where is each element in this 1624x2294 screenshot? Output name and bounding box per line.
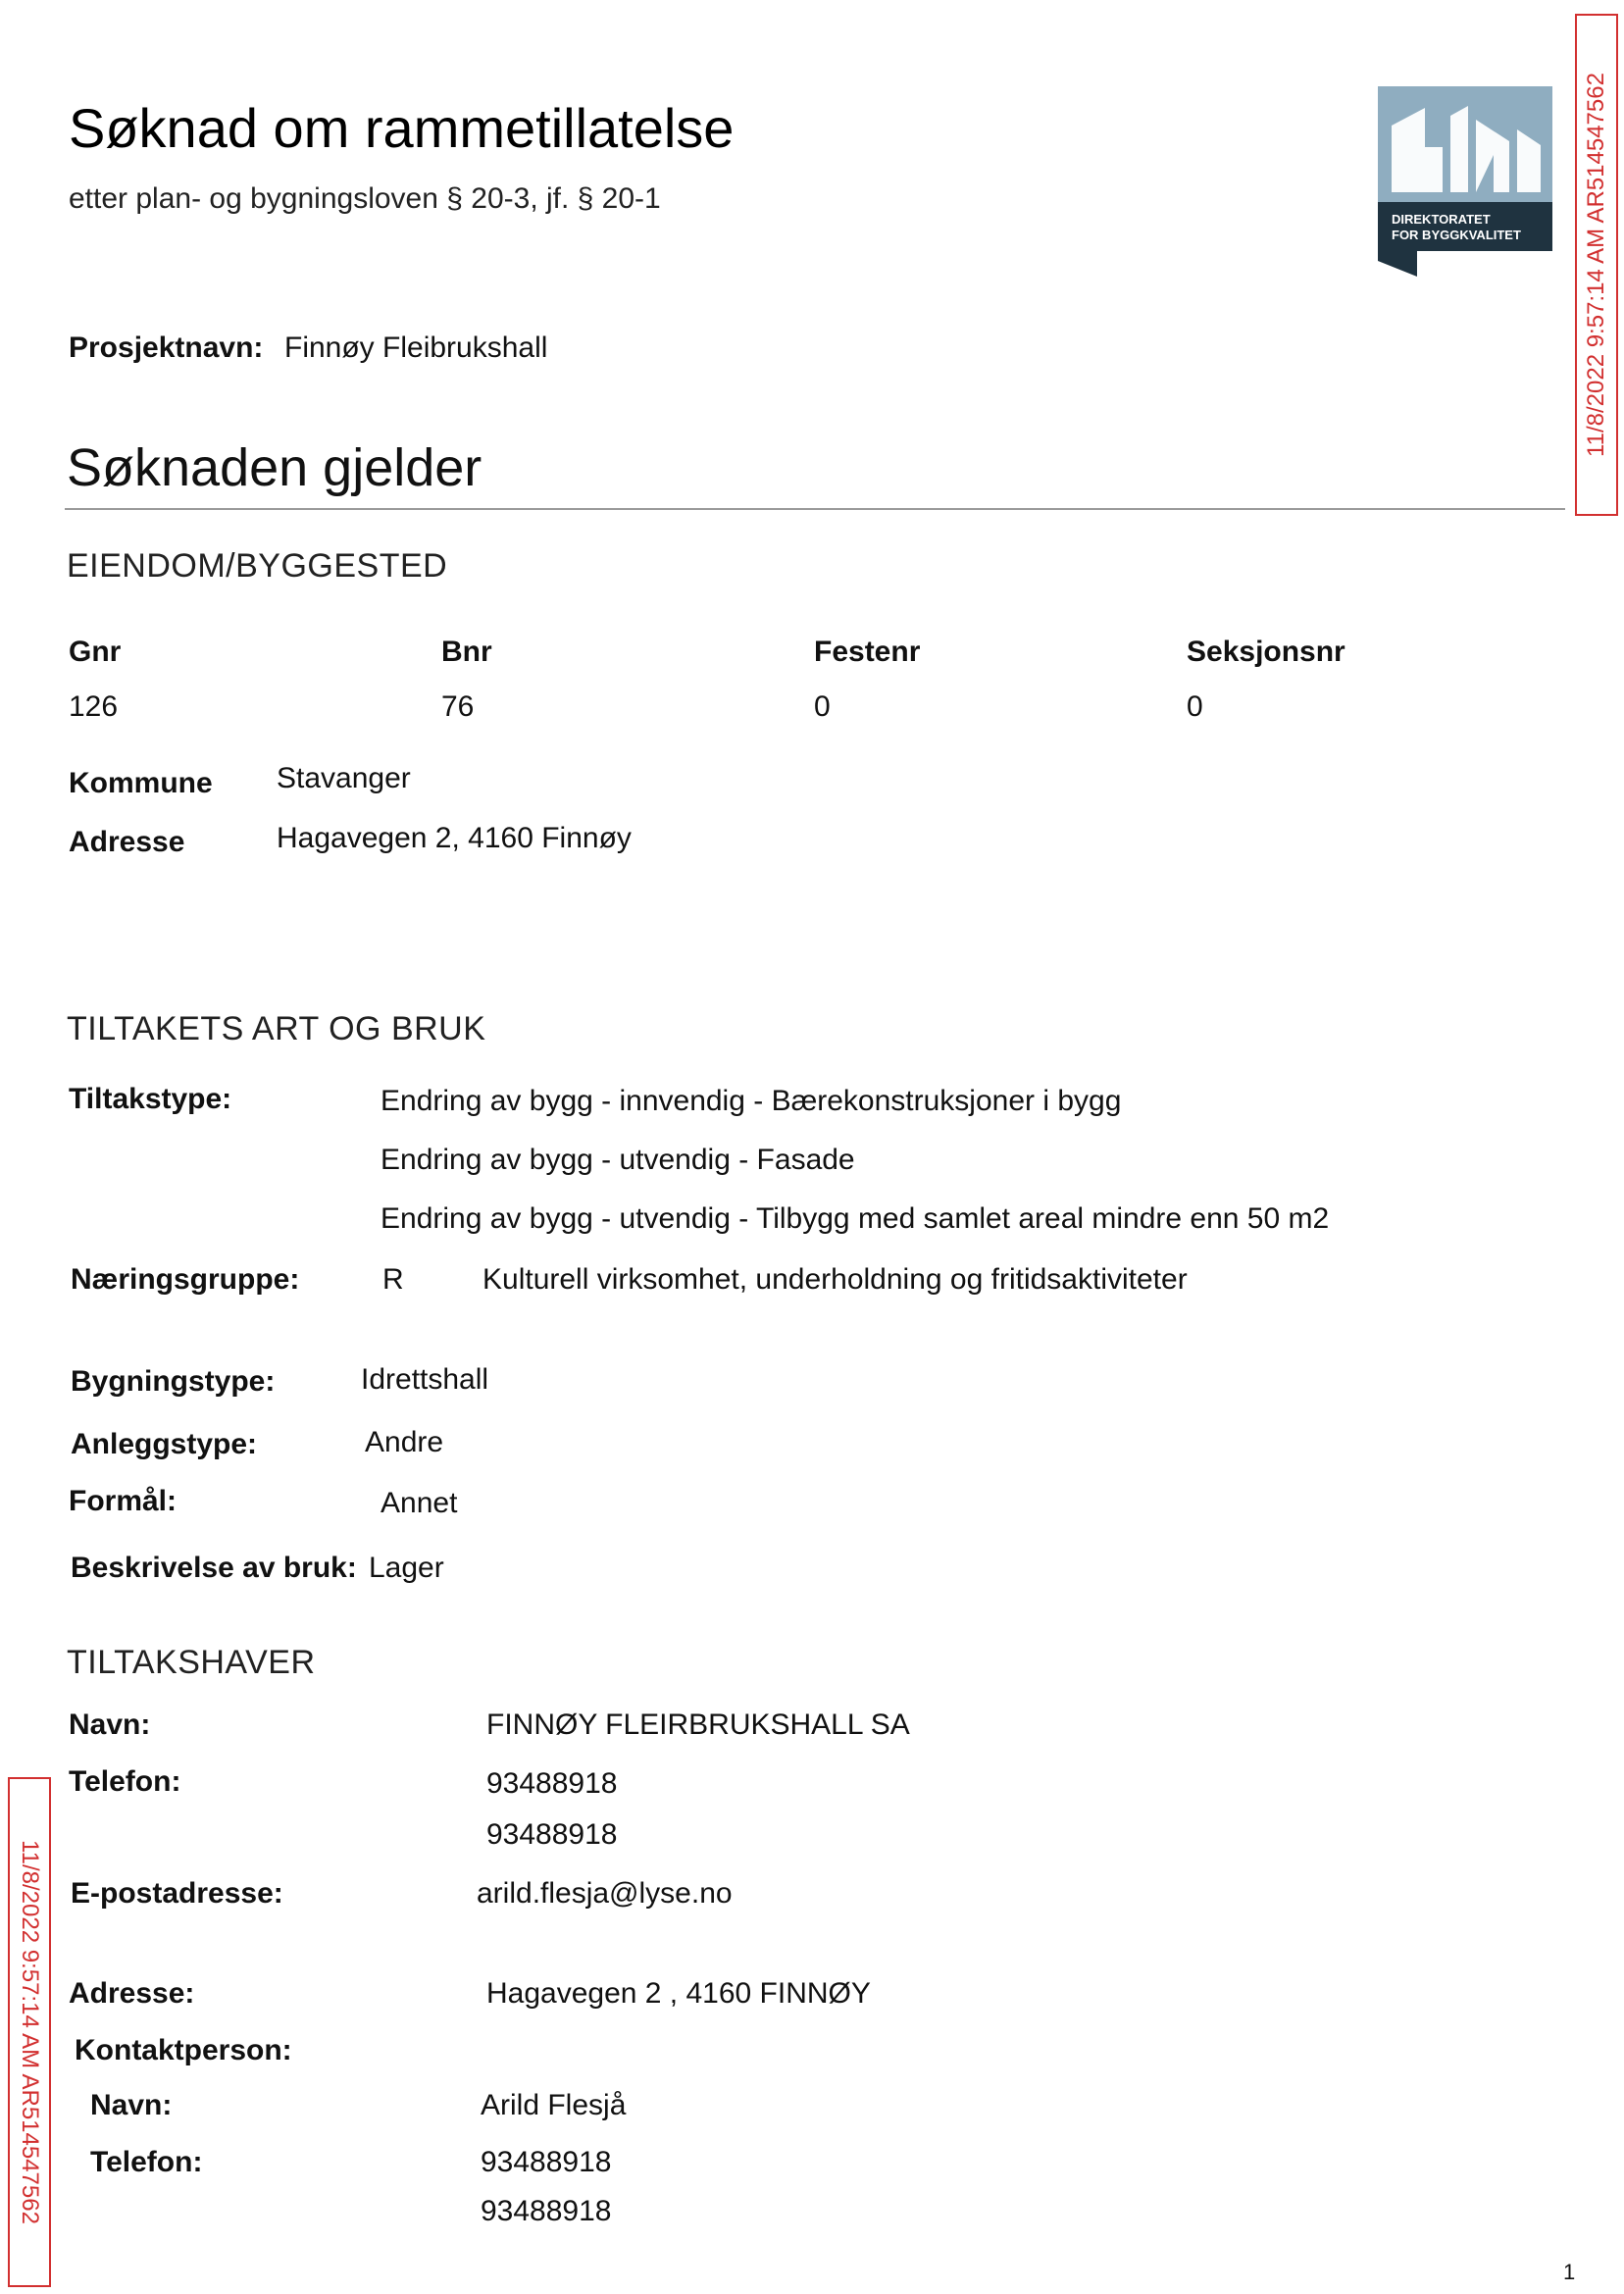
beskrivelse-value: Lager — [369, 1552, 444, 1584]
logo-text-2: FOR BYGGKVALITET — [1392, 228, 1521, 242]
stamp-right — [1575, 14, 1618, 516]
bnr-label: Bnr — [441, 636, 492, 668]
tiltakshaver-adresse-label: Adresse: — [69, 1977, 195, 2010]
project-value: Finnøy Fleibrukshall — [284, 331, 548, 364]
bnr-value: 76 — [441, 690, 475, 723]
page-number: 1 — [1563, 2260, 1576, 2284]
formal-label: Formål: — [69, 1485, 178, 1517]
adresse-label: Adresse — [69, 826, 185, 858]
section-divider — [65, 508, 1565, 510]
tiltakshaver-navn-label: Navn: — [69, 1708, 151, 1741]
anleggstype-label: Anleggstype: — [71, 1428, 258, 1460]
tiltakstype-value-3: Endring av bygg - utvendig - Tilbygg med samlet areal mindre enn 50 m2 — [381, 1202, 1330, 1235]
kommune-label: Kommune — [69, 767, 213, 799]
naeringsgruppe-code: R — [382, 1263, 404, 1296]
seksjonsnr-value: 0 — [1187, 690, 1203, 723]
tiltakstype-value-2: Endring av bygg - utvendig - Fasade — [381, 1144, 855, 1176]
document-title: Søknad om rammetillatelse — [69, 97, 735, 159]
tiltakshaver-telefon-label: Telefon: — [69, 1765, 181, 1798]
kontakt-telefon-value-2: 93488918 — [481, 2195, 612, 2227]
kontakt-navn-value: Arild Flesjå — [481, 2089, 627, 2121]
stamp-left-text: 11/8/2022 9:57:14 AM AR514547562 — [17, 1840, 44, 2224]
kommune-value: Stavanger — [277, 762, 411, 794]
festenr-label: Festenr — [814, 636, 921, 668]
section-title: Søknaden gjelder — [67, 438, 482, 497]
stamp-right-text: 11/8/2022 9:57:14 AM AR514547562 — [1583, 73, 1610, 457]
stamp-left — [8, 1777, 51, 2287]
naeringsgruppe-label: Næringsgruppe: — [71, 1263, 300, 1296]
tiltakstype-label: Tiltakstype: — [69, 1083, 232, 1115]
dibk-logo-icon — [1378, 86, 1552, 277]
anleggstype-value: Andre — [365, 1426, 444, 1458]
project-label: Prosjektnavn: — [69, 331, 264, 364]
kontakt-telefon-label: Telefon: — [90, 2146, 203, 2178]
adresse-value: Hagavegen 2, 4160 Finnøy — [277, 822, 632, 854]
bygningstype-value: Idrettshall — [361, 1363, 489, 1396]
kontakt-telefon-value-1: 93488918 — [481, 2146, 612, 2178]
gnr-value: 126 — [69, 690, 119, 723]
tiltakstype-value-1: Endring av bygg - innvendig - Bærekonstruksjoner i bygg — [381, 1085, 1122, 1117]
logo-text-1: DIREKTORATET — [1392, 212, 1491, 227]
epost-label: E-postadresse: — [71, 1877, 283, 1910]
festenr-value: 0 — [814, 690, 831, 723]
tiltakshaver-telefon-value-1: 93488918 — [486, 1767, 618, 1800]
tiltak-heading: TILTAKETS ART OG BRUK — [67, 1010, 486, 1047]
seksjonsnr-label: Seksjonsnr — [1187, 636, 1345, 668]
tiltakshaver-navn-value: FINNØY FLEIRBRUKSHALL SA — [486, 1708, 910, 1741]
beskrivelse-label: Beskrivelse av bruk: — [71, 1552, 357, 1584]
kontaktperson-label: Kontaktperson: — [75, 2034, 292, 2066]
formal-value: Annet — [381, 1487, 458, 1519]
gnr-label: Gnr — [69, 636, 122, 668]
naeringsgruppe-value: Kulturell virksomhet, underholdning og fritidsaktiviteter — [482, 1263, 1188, 1296]
epost-value: arild.flesja@lyse.no — [477, 1877, 733, 1910]
tiltakshaver-telefon-value-2: 93488918 — [486, 1818, 618, 1851]
kontakt-navn-label: Navn: — [90, 2089, 173, 2121]
tiltakshaver-heading: TILTAKSHAVER — [67, 1644, 316, 1681]
tiltakshaver-adresse-value: Hagavegen 2 , 4160 FINNØY — [486, 1977, 871, 2010]
document-subtitle: etter plan- og bygningsloven § 20-3, jf. § 20-1 — [69, 182, 661, 215]
eiendom-heading: EIENDOM/BYGGESTED — [67, 547, 448, 585]
bygningstype-label: Bygningstype: — [71, 1365, 276, 1398]
